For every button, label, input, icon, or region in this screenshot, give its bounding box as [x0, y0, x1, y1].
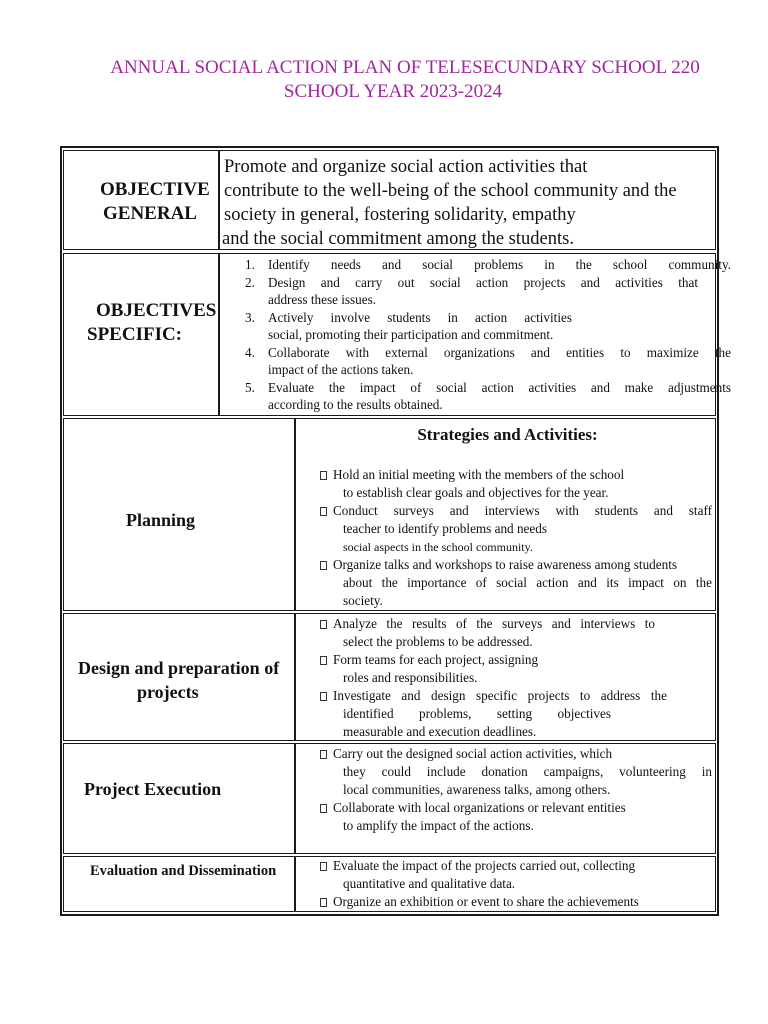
list-item: Organize talks and workshops to raise awareness among students about the importance of social action and its impact on the society. — [320, 556, 712, 610]
evaluation-label: Evaluation and Dissemination — [90, 863, 277, 879]
list-item: Evaluate the impact of the projects carried out, collecting quantitative and qualitative data. — [320, 857, 712, 893]
list-item: Carry out the designed social action activities, which they could include donation campaigns, volunteering in local communities, awareness talks, among others. — [320, 745, 712, 799]
general-line: contribute to the well-being of the school community and the — [224, 181, 677, 201]
document-title: ANNUAL SOCIAL ACTION PLAN OF TELESECUNDARY SCHOOL 220 — [110, 57, 700, 78]
general-line: Promote and organize social action activities that — [224, 157, 588, 177]
list-item: 2. Design and carry out social action projects and activities that address these issues. — [245, 274, 698, 307]
list-item: Investigate and design specific projects to address the identified problems, setting objectives measurable and execution deadlines. — [320, 687, 712, 741]
planning-activities — [320, 466, 712, 610]
bullet-icon — [320, 804, 327, 813]
strategies-heading: Strategies and Activities: — [417, 425, 598, 444]
list-item: 5. Evaluate the impact of social action activities and make adjustments according to the results obtained. — [245, 379, 731, 412]
bullet-icon — [320, 898, 327, 907]
list-item: Analyze the results of the surveys and interviews to select the problems to be addressed. — [320, 615, 712, 651]
bullet-icon — [320, 620, 327, 629]
design-label-2: projects — [137, 682, 199, 702]
bullet-icon — [320, 692, 327, 701]
specific-objectives-list — [241, 256, 731, 414]
list-item: 1. Identify needs and social problems in the school community. — [245, 257, 731, 272]
objective-general-label-2: GENERAL — [103, 203, 197, 224]
evaluation-activities — [320, 857, 712, 911]
objective-general-text — [224, 155, 711, 251]
bullet-icon — [320, 561, 327, 570]
general-line: society in general, fostering solidarity, empathy — [224, 205, 576, 225]
design-label: Design and preparation of — [78, 658, 280, 678]
bullet-icon — [320, 656, 327, 665]
bullet-icon — [320, 507, 327, 516]
list-item: Collaborate with local organizations or relevant entities to amplify the impact of the actions. — [320, 799, 712, 835]
list-item: 4. Collaborate with external organizations and entities to maximize the impact of the actions taken. — [245, 344, 731, 377]
list-item: 3. Actively involve students in action activities social, promoting their participation and commitment. — [245, 309, 572, 342]
planning-label: Planning — [126, 510, 196, 530]
bullet-icon — [320, 862, 327, 871]
general-line: and the social commitment among the students. — [222, 229, 574, 249]
bullet-icon — [320, 471, 327, 480]
objective-general-label: OBJECTIVE — [100, 179, 210, 200]
list-item: Organize an exhibition or event to share the achievements — [320, 893, 712, 911]
list-item: Form teams for each project, assigning roles and responsibilities. — [320, 651, 712, 687]
design-activities — [320, 615, 712, 741]
objectives-specific-label-2: SPECIFIC: — [87, 324, 183, 345]
list-item: Conduct surveys and interviews with students and staff teacher to identify problems and needs social aspects in the school community. — [320, 502, 712, 556]
bullet-icon — [320, 750, 327, 759]
school-year-subtitle: SCHOOL YEAR 2023-2024 — [283, 81, 503, 102]
execution-activities — [320, 745, 712, 835]
execution-label: Project Execution — [84, 779, 222, 799]
list-item: Hold an initial meeting with the members of the school to establish clear goals and objectives for the year. — [320, 466, 712, 502]
objectives-specific-label: OBJECTIVES — [96, 300, 217, 321]
